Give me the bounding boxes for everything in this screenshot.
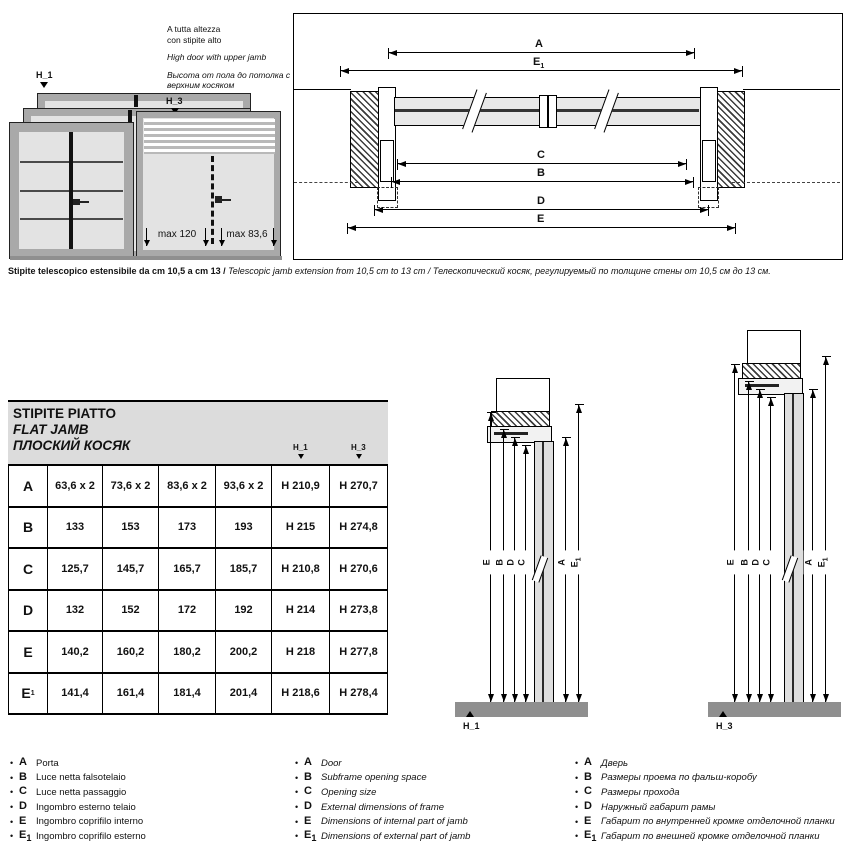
bullet-icon: • xyxy=(10,816,14,827)
vsec3-h3-label: H_3 xyxy=(716,721,733,731)
legend-item: • A Porta xyxy=(10,756,59,769)
legend-russian xyxy=(575,756,835,844)
table-cell: 133 xyxy=(48,508,103,550)
vsec1-dim-label-a: A xyxy=(557,550,572,574)
dimensions-table xyxy=(8,464,388,715)
vsec3-dim-e1 xyxy=(825,357,826,702)
table-cell: H 273,8 xyxy=(330,591,388,633)
door-panel-plan-right-core xyxy=(556,109,699,112)
door-front-center-divider xyxy=(69,132,73,249)
max-width-right-label: max 83,6 xyxy=(226,229,268,240)
note-it-line2: con stipite alto xyxy=(167,34,222,45)
bullet-icon: • xyxy=(295,831,299,842)
row-label: A xyxy=(8,466,48,508)
door-h3-telescopic-slats xyxy=(144,119,275,154)
table-cell: H 277,8 xyxy=(330,632,388,674)
table-cell: H 214 xyxy=(272,591,330,633)
bullet-icon: • xyxy=(10,802,14,813)
bullet-icon: • xyxy=(295,787,299,798)
jamb-left-dashed xyxy=(377,187,398,208)
bullet-icon: • xyxy=(575,772,579,783)
table-cell: H 274,8 xyxy=(330,508,388,550)
row-label: E 1 xyxy=(8,674,48,716)
table-cell: 63,6 x 2 xyxy=(48,466,103,508)
table-cell: 153 xyxy=(103,508,159,550)
dim-line-b xyxy=(391,181,694,182)
table-cell: H 218 xyxy=(272,632,330,674)
legend-item: • D Наружный габарит рамы xyxy=(575,799,716,813)
bullet-icon: • xyxy=(575,758,579,769)
table-cell: 172 xyxy=(159,591,216,633)
caption: Stipite telescopico estensibile da cm 10,5 a cm 13 / Telescopic jamb extension from 10,5 cm to 13 cm / Телескопический косяк, регулируемый по толщине стены от 10,5 см до 13 см. xyxy=(8,266,771,276)
bullet-icon: • xyxy=(10,787,14,798)
bullet-icon: • xyxy=(10,772,14,783)
table-cell: 160,2 xyxy=(103,632,159,674)
full-height-note xyxy=(167,24,290,91)
dim-label-c: C xyxy=(537,149,545,161)
table-cell: H 218,6 xyxy=(272,674,330,716)
vsec3-cassette xyxy=(747,330,801,365)
row-label: B xyxy=(8,508,48,550)
table-cell: 83,6 x 2 xyxy=(159,466,216,508)
table-cell: 141,4 xyxy=(48,674,103,716)
vsec3-dim-e xyxy=(734,365,735,702)
vsec1-jamb-detail xyxy=(494,432,528,435)
row-label: E xyxy=(8,632,48,674)
vsec3-dim-d xyxy=(759,390,760,702)
door-h3-handle-icon xyxy=(215,196,222,203)
vsec1-h1-label: H_1 xyxy=(463,721,480,731)
vsec3-dim-label-d: D xyxy=(751,550,766,574)
table-title-it: STIPITE PIATTO xyxy=(13,406,117,421)
vsec3-door-panel xyxy=(784,393,804,706)
table-cell: 180,2 xyxy=(159,632,216,674)
dim-label-e: E xyxy=(537,213,545,225)
table-header xyxy=(8,400,388,464)
table-col-h1-arrow-icon xyxy=(298,454,304,459)
legend-item: • A Дверь xyxy=(575,756,629,769)
table-cell: 173 xyxy=(159,508,216,550)
table-cell: 145,7 xyxy=(103,549,159,591)
bullet-icon: • xyxy=(295,802,299,813)
meeting-stile-right xyxy=(548,95,557,128)
bullet-icon: • xyxy=(575,831,579,842)
vsec3-floor xyxy=(708,702,841,717)
caption-it: Stipite telescopico estensibile da cm 10,5 a cm 13 xyxy=(8,266,221,276)
vsec1-floor xyxy=(455,702,588,717)
table-cell: 185,7 xyxy=(216,549,272,591)
vsec3-dim-label-e1: $E_1$ xyxy=(817,550,832,574)
legend-item: • $E_1$ Dimensions of external part of jamb xyxy=(295,829,471,844)
jamb-left-inner xyxy=(380,140,394,182)
max-width-left-label: max 120 xyxy=(157,229,197,240)
table-col-h3-arrow-icon xyxy=(356,454,362,459)
table-cell: 193 xyxy=(216,508,272,550)
legend-english xyxy=(295,756,470,844)
table-cell: H 215 xyxy=(272,508,330,550)
bullet-icon: • xyxy=(575,802,579,813)
table-cell: H 210,8 xyxy=(272,549,330,591)
note-ru-line1: Высота от пола до потолка с xyxy=(167,69,291,80)
vsec1-dim-label-b: B xyxy=(495,550,510,574)
legend-italian xyxy=(10,756,146,844)
dim-line-e1 xyxy=(340,70,743,71)
vsec1-lintel-hatch xyxy=(491,411,550,427)
vsec1-dim-label-c: C xyxy=(517,550,532,574)
legend-item: • A Door xyxy=(295,756,342,769)
dim-line-e xyxy=(347,227,736,228)
vsec1-h1-arrow-icon xyxy=(466,711,474,717)
door-frame-back-mid-tick xyxy=(128,110,132,122)
bullet-icon: • xyxy=(295,758,299,769)
table-cell: 200,2 xyxy=(216,632,272,674)
dim-line-c xyxy=(397,163,687,164)
door-front-handle-icon xyxy=(73,199,80,205)
dim-label-e1: $E_1$ xyxy=(533,56,545,71)
centerline-left xyxy=(294,182,358,183)
vsec3-lintel-hatch xyxy=(742,363,801,379)
door-frame-back-h1-tick xyxy=(134,95,138,107)
vsec3-dim-label-c: C xyxy=(762,550,777,574)
table-cell: H 210,9 xyxy=(272,466,330,508)
vsec3-dim-label-b: B xyxy=(740,550,755,574)
row-label: D xyxy=(8,591,48,633)
vsec3-dim-b xyxy=(748,382,749,702)
table-cell: 125,7 xyxy=(48,549,103,591)
jamb-right-inner xyxy=(702,140,716,182)
table-cell: 152 xyxy=(103,591,159,633)
h3-marker-label: H_3 xyxy=(166,96,183,106)
legend-item: • B Luce netta falsotelaio xyxy=(10,770,126,784)
table-cell: 181,4 xyxy=(159,674,216,716)
wall-line-right xyxy=(743,89,840,90)
vsec3-dim-label-e: E xyxy=(726,550,741,574)
vsec3-h3-arrow-icon xyxy=(719,711,727,717)
wall-hatch-left xyxy=(350,91,379,188)
h1-marker-arrow-icon xyxy=(40,82,48,88)
bullet-icon: • xyxy=(295,772,299,783)
table-cell: 165,7 xyxy=(159,549,216,591)
table-cell: 132 xyxy=(48,591,103,633)
bullet-icon: • xyxy=(10,831,14,842)
legend-item: • C Opening size xyxy=(295,785,377,798)
legend-item: • E Dimensions of internal part of jamb xyxy=(295,814,468,828)
note-it-line1: A tutta altezza xyxy=(167,24,221,34)
table-cell: 93,6 x 2 xyxy=(216,466,272,508)
legend-item: • D Ingombro esterno telaio xyxy=(10,799,136,813)
dim-label-d: D xyxy=(537,195,545,207)
table-cell: 161,4 xyxy=(103,674,159,716)
caption-en: Telescopic jamb extension from 10,5 cm to 13 cm xyxy=(228,266,426,276)
legend-item: • $E_1$ Ingombro coprifilo esterno xyxy=(10,829,146,844)
table-cell: H 278,4 xyxy=(330,674,388,716)
door-h3-center-divider xyxy=(211,156,214,244)
table-cell: 201,4 xyxy=(216,674,272,716)
table-cell: 140,2 xyxy=(48,632,103,674)
door-front-handle-line xyxy=(80,201,89,203)
legend-item: • B Размеры проема по фальш-коробу xyxy=(575,770,757,784)
bullet-icon: • xyxy=(575,787,579,798)
table-title-en: FLAT JAMB xyxy=(13,422,89,437)
caption-ru: Телескопический косяк, регулируемый по толщине стены от 10,5 см до 13 см. xyxy=(432,266,771,276)
legend-item: • C Размеры прохода xyxy=(575,785,680,798)
legend-item: • B Subframe opening space xyxy=(295,770,427,784)
legend-item: • E Ingombro coprifilo interno xyxy=(10,814,144,828)
note-en: High door with upper jamb xyxy=(167,52,267,62)
bullet-icon: • xyxy=(295,816,299,827)
table-title-ru: ПЛОСКИЙ КОСЯК xyxy=(13,438,131,453)
table-cell: H 270,7 xyxy=(330,466,388,508)
dim-label-a: A xyxy=(535,38,543,50)
dim-line-a xyxy=(388,52,695,53)
legend-item: • $E_1$ Габарит по внешней кромке отделочной планки xyxy=(575,829,820,844)
table-cell: H 270,6 xyxy=(330,549,388,591)
door-panel-plan-left-core xyxy=(395,109,539,112)
row-label: C xyxy=(8,549,48,591)
door-h3-handle-line xyxy=(222,199,231,201)
legend-item: • D External dimensions of frame xyxy=(295,799,445,813)
dim-label-b: B xyxy=(537,167,545,179)
table-cell: 73,6 x 2 xyxy=(103,466,159,508)
vsec1-dim-label-e: E xyxy=(482,550,497,574)
meeting-stile-left xyxy=(539,95,548,128)
wall-hatch-right xyxy=(716,91,745,188)
centerline-right xyxy=(732,182,840,183)
note-ru-line2: верхним косяком xyxy=(167,80,235,90)
vsec3-dim-a xyxy=(812,390,813,702)
dim-line-d xyxy=(374,209,709,210)
bullet-icon: • xyxy=(575,816,579,827)
vsec1-cassette xyxy=(496,378,550,413)
doors-ground-line xyxy=(10,256,282,260)
vsec1-dim-label-d: D xyxy=(506,550,521,574)
vsec3-dim-label-a: A xyxy=(804,550,819,574)
vsec1-dim-label-e1: $E_1$ xyxy=(570,550,585,574)
legend-item: • C Luce netta passaggio xyxy=(10,785,127,798)
table-col-h1-label: H_1 xyxy=(293,443,308,452)
vsec3-door-panel-core xyxy=(792,394,794,703)
table-col-h3-label: H_3 xyxy=(351,443,366,452)
h1-marker-label: H_1 xyxy=(36,70,53,80)
bullet-icon: • xyxy=(10,758,14,769)
wall-line-left xyxy=(294,89,351,90)
table-cell: 192 xyxy=(216,591,272,633)
legend-item: • E Габарит по внутренней кромке отделочной планки xyxy=(575,814,835,828)
